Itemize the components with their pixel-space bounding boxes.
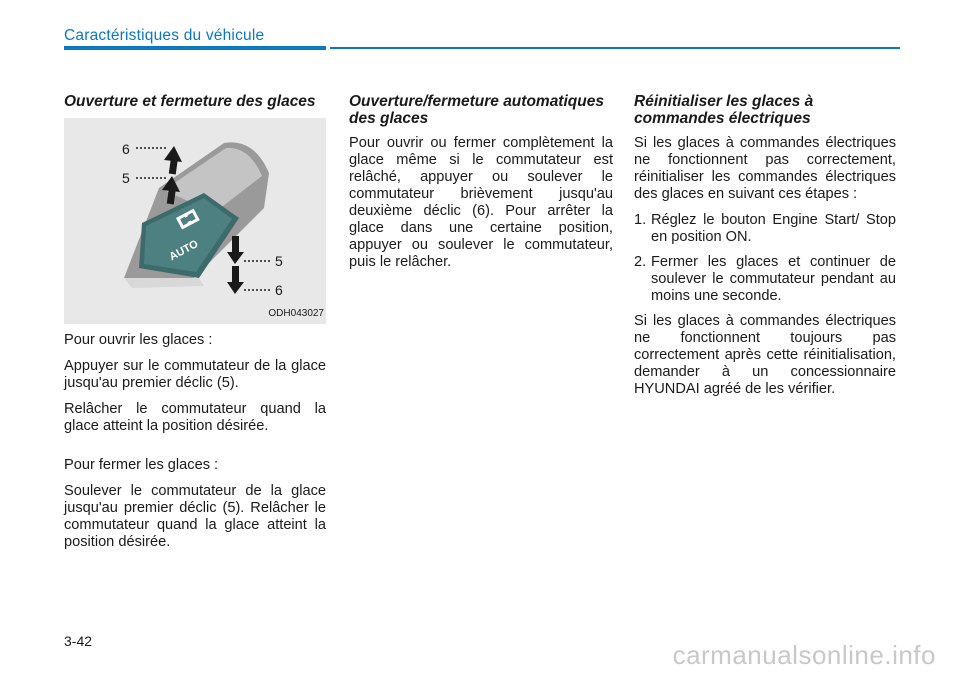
- header-rule-thick: [64, 46, 326, 50]
- label-down-6: 6: [275, 282, 283, 298]
- column-reset-windows: [634, 93, 896, 407]
- label-down-5: 5: [275, 253, 283, 269]
- heading-auto: Ouverture/fermeture automatiques des glaces: [349, 93, 604, 127]
- watermark: carmanualsonline.info: [672, 640, 936, 670]
- reset-step: [634, 254, 896, 305]
- section-title: Caractéristiques du véhicule: [64, 27, 265, 44]
- heading-reset: Réinitialiser les glaces à commandes électriques: [634, 93, 814, 127]
- label-up-6: 6: [122, 141, 130, 157]
- figure-code: ODH043027: [268, 308, 324, 319]
- step-text: Fermer les glaces et continuer de soulever le commutateur pendant au moins une seconde.: [651, 254, 896, 304]
- arrow-up-6-icon: [164, 146, 182, 174]
- step-text: Réglez le bouton Engine Start/ Stop en position ON.: [651, 212, 896, 245]
- header-rule-thin: [330, 47, 900, 49]
- reset-steps: [634, 212, 896, 305]
- page-number: 3-42: [64, 633, 93, 649]
- window-switch-illustration: [64, 118, 326, 324]
- close-step-1: Soulever le commutateur de la glace jusqu'au premier déclic (5). Relâcher le commutateur quand la glace atteint la position désirée.: [64, 483, 326, 550]
- auto-label: AUTO: [167, 238, 201, 264]
- heading-open-close: Ouverture et fermeture des glaces: [64, 93, 316, 110]
- reset-step: [634, 212, 896, 246]
- window-switch-figure: [64, 118, 326, 324]
- auto-paragraph: Pour ouvrir ou fermer complètement la glace même si le commutateur est relâché, appuyer ou soulever le commutateur brièvement jusqu'au deuxième déclic (6). Pour arrêter la glace dans une certaine position, appuyer ou soulever le commutateur, puis le relâcher.: [349, 135, 613, 270]
- step-number: 1.: [634, 212, 647, 228]
- label-up-5: 5: [122, 170, 130, 186]
- open-step-1: Appuyer sur le commutateur de la glace jusqu'au premier déclic (5).: [64, 358, 326, 391]
- column-manual-windows: [64, 93, 326, 560]
- open-step-2: Relâcher le commutateur quand la glace atteint la position désirée.: [64, 401, 326, 434]
- reset-followup: Si les glaces à commandes électriques ne fonctionnent toujours pas correctement après cette réinitialisation, demander à un concessionnaire HYUNDAI agréé de les vérifier.: [634, 313, 896, 397]
- column-auto-windows: [349, 93, 613, 280]
- arrow-down-6-icon: [227, 266, 244, 294]
- close-intro: Pour fermer les glaces :: [64, 457, 219, 473]
- open-intro: Pour ouvrir les glaces :: [64, 332, 213, 348]
- reset-intro: Si les glaces à commandes électriques ne fonctionnent pas correctement, réinitialiser les commandes électriques des glaces en suivant ces étapes :: [634, 135, 896, 202]
- step-number: 2.: [634, 254, 647, 270]
